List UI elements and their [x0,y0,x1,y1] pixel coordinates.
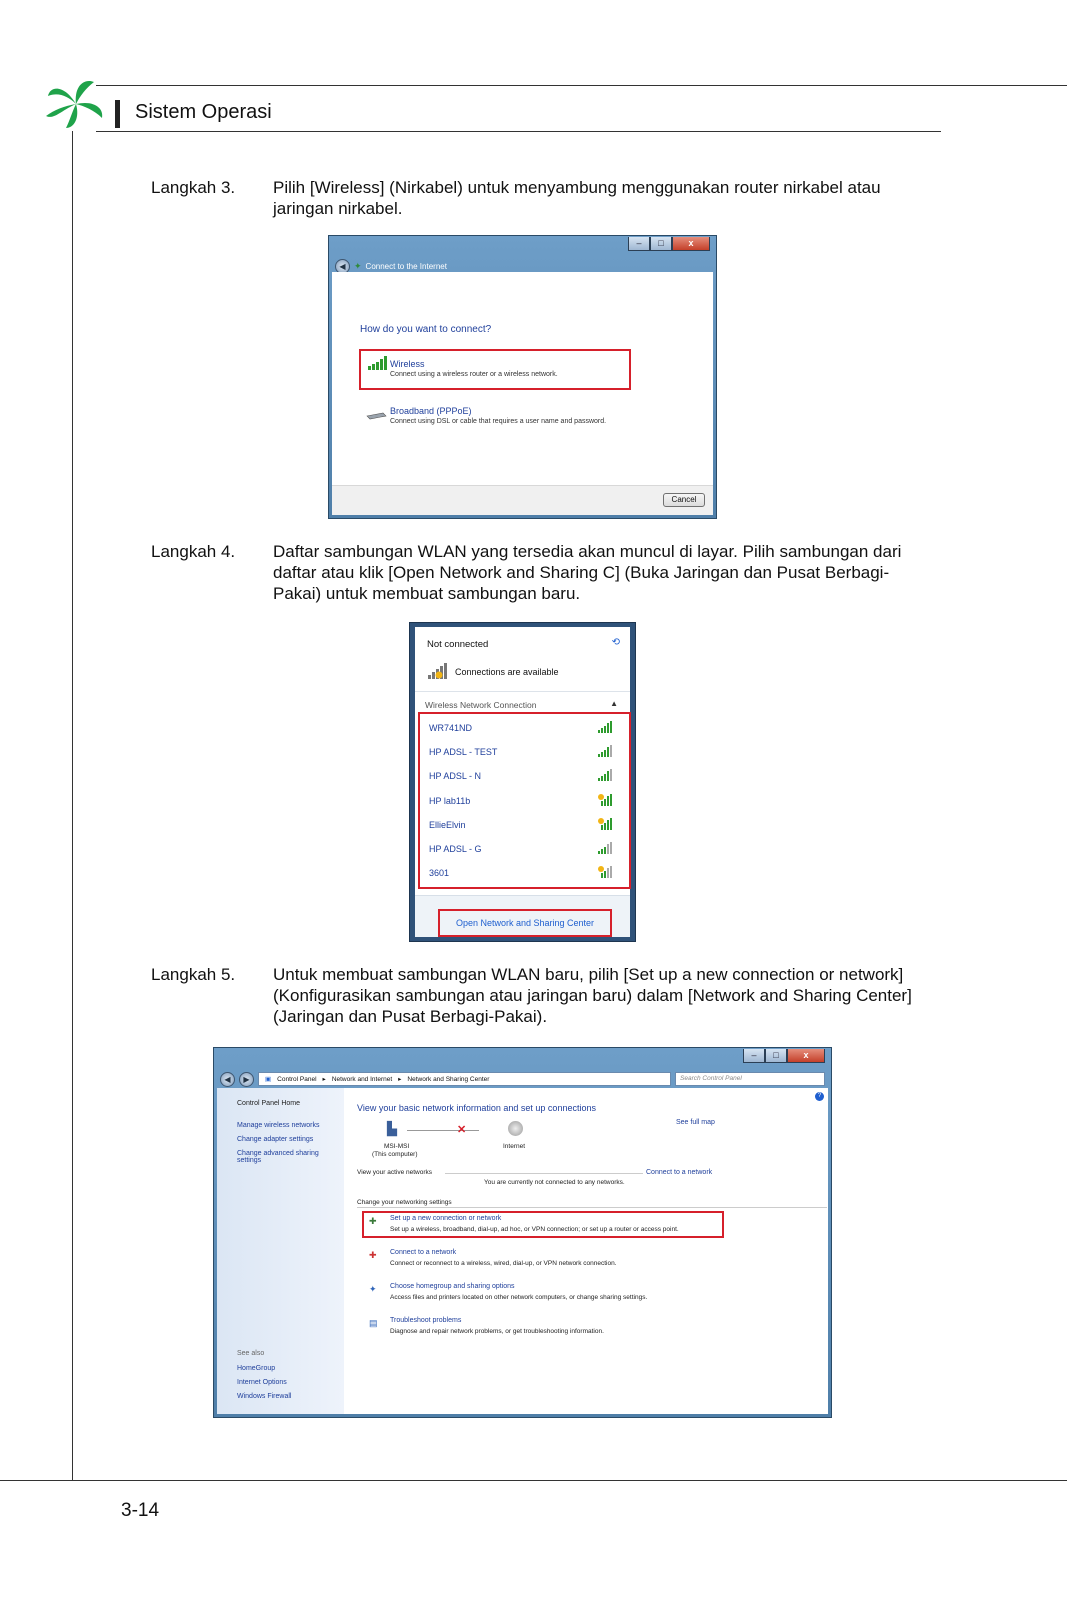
task-troubleshoot-desc: Diagnose and repair network problems, or get troubleshooting information. [390,1328,604,1335]
active-networks-label: View your active networks [357,1169,433,1176]
sidebar-item-adapter[interactable]: Change adapter settings [237,1136,314,1143]
see-also-homegroup[interactable]: HomeGroup [237,1365,276,1372]
nsc-heading: View your basic network information and set up connections [357,1103,596,1113]
header-subrule [96,131,941,132]
wlan-flyout-body [415,627,630,937]
collapse-chevron-icon[interactable]: ▲ [610,699,618,708]
open-network-center-link[interactable]: Open Network and Sharing Center [455,918,595,928]
nsc-body [217,1088,828,1414]
wireless-option[interactable]: Wireless [390,359,425,369]
back-arrow-icon[interactable]: ◀ [220,1072,235,1087]
network-item[interactable]: HP lab11b [429,796,471,806]
network-globe-icon: ✦ [354,260,362,271]
active-rule [445,1173,643,1174]
secured-signal-icon [598,794,614,806]
see-also-internet-options[interactable]: Internet Options [237,1379,287,1386]
step-text: Daftar sambungan WLAN yang tersedia akan muncul di layar. Pilih sambungan dari daftar atau klik [Open Network and Sharing C] (Buka Jaringan dan Pusat Berbagi-Pakai) untuk membuat sambungan baru. [273,542,902,603]
window-controls [628,237,710,251]
computer-icon: ▙ [387,1121,397,1136]
close-icon[interactable]: x [672,237,710,251]
wireless-available-icon [427,663,451,679]
close-icon[interactable]: x [787,1049,825,1063]
disconnected-x-icon: ✕ [457,1124,467,1136]
wireless-highlight [359,349,631,390]
signal-strength-icon [598,769,614,781]
secured-signal-icon [598,866,614,878]
change-rule [357,1207,827,1208]
breadcrumb-item[interactable]: Network and Sharing Center [407,1075,490,1083]
step-3 [151,177,913,219]
connect-network-link[interactable]: Connect to a network [646,1169,713,1176]
connection-line [407,1130,479,1131]
task-setup-desc: Set up a wireless, broadband, dial-up, ad hoc, or VPN connection; or set up a router or access point. [390,1226,679,1233]
wlan-flyout [409,622,636,942]
network-item[interactable]: HP ADSL - TEST [429,747,498,757]
search-input[interactable]: Search Control Panel [675,1072,825,1086]
not-connected-text: You are currently not connected to any networks. [484,1179,625,1186]
network-item[interactable]: HP ADSL - N [429,771,482,781]
sidebar-item-advanced-sharing[interactable]: Change advanced sharing settings [237,1150,319,1164]
secured-signal-icon [598,818,614,830]
task-setup-connection[interactable]: Set up a new connection or network [390,1215,502,1222]
step-4 [151,541,913,604]
step-5 [151,964,913,1027]
change-settings-label: Change your networking settings [357,1199,452,1206]
homegroup-icon: ✦ [369,1284,377,1294]
flyout-divider [415,691,630,692]
nsc-window [213,1047,832,1418]
control-panel-icon: ▣ [265,1076,272,1083]
wireless-section-title: Wireless Network Connection [425,700,537,710]
task-troubleshoot[interactable]: Troubleshoot problems [390,1317,462,1324]
header-bar [115,100,120,128]
connect-network-icon: ✚ [369,1250,377,1260]
forward-arrow-icon[interactable]: ▶ [239,1072,254,1087]
connect-dialog [328,235,717,519]
help-icon[interactable]: ? [815,1092,824,1101]
see-also-firewall[interactable]: Windows Firewall [237,1393,292,1400]
broadband-modem-icon [365,410,387,422]
step-label: Langkah 5. [151,965,236,984]
connections-available: Connections are available [455,667,559,677]
internet-globe-icon [508,1121,523,1136]
setup-connection-icon: ✚ [369,1216,377,1226]
maximize-icon[interactable]: □ [765,1049,787,1063]
task-homegroup[interactable]: Choose homegroup and sharing options [390,1283,515,1290]
breadcrumb-separator-icon: ▸ [322,1076,326,1083]
task-connect-desc: Connect or reconnect to a wireless, wired, dial-up, or VPN network connection. [390,1260,617,1267]
nsc-address-row [220,1069,825,1089]
refresh-icon[interactable]: ⟲ [611,637,620,648]
see-full-map-link[interactable]: See full map [676,1119,715,1126]
sidebar-item-home[interactable]: Control Panel Home [237,1100,301,1107]
step-label: Langkah 4. [151,542,236,561]
breadcrumb-separator-icon: ▸ [398,1076,402,1083]
broadband-option[interactable]: Broadband (PPPoE) [390,406,472,416]
computer-sub: (This computer) [372,1151,418,1158]
task-connect-network[interactable]: Connect to a network [390,1249,457,1256]
maximize-icon[interactable]: □ [650,237,672,251]
computer-name: MSI-MSI [384,1143,410,1150]
address-bar[interactable] [258,1072,671,1086]
minimize-icon[interactable]: – [628,237,650,251]
connection-status: Not connected [427,639,489,650]
network-item[interactable]: EllieElvin [429,820,466,830]
page-number: 3-14 [121,1500,160,1521]
dialog-body [332,272,713,515]
wireless-option-desc: Connect using a wireless router or a wireless network. [390,371,558,378]
breadcrumb-item[interactable]: Network and Internet [331,1075,393,1083]
connect-question: How do you want to connect? [360,324,492,335]
signal-bars-icon [367,356,387,370]
breadcrumb-item[interactable]: Control Panel [277,1075,317,1083]
network-item[interactable]: WR741ND [429,723,473,733]
signal-strength-icon [598,745,614,757]
header-rule [96,85,1067,86]
step-text: Untuk membuat sambungan WLAN baru, pilih [Set up a new connection or network] (Konfigurasikan sambungan atau jaringan baru) dalam [Network and Sharing Center] (Jaringan dan Pusat Berbagi-Pakai). [273,965,912,1026]
section-title: Sistem Operasi [135,101,272,123]
troubleshoot-icon: ▤ [369,1318,378,1328]
network-item[interactable]: 3601 [429,868,450,878]
broadband-option-desc: Connect using DSL or cable that requires a user name and password. [390,418,607,425]
dialog-footer [332,485,713,515]
step-label: Langkah 3. [151,178,236,197]
dialog-title: Connect to the Internet [365,261,447,271]
minimize-icon[interactable]: – [743,1049,765,1063]
signal-strength-icon [598,842,614,854]
network-item[interactable]: HP ADSL - G [429,844,482,854]
see-also-title: See also [237,1350,265,1357]
footer-rule [0,1480,1067,1481]
cancel-button[interactable]: Cancel [663,493,705,507]
signal-strength-icon [598,721,614,733]
step-text: Pilih [Wireless] (Nirkabel) untuk menyambung menggunakan router nirkabel atau jaringan nirkabel. [273,178,881,218]
window-controls [743,1049,825,1063]
sidebar-item-manage-wireless[interactable]: Manage wireless networks [237,1122,320,1129]
left-margin-rule [72,131,73,1481]
task-homegroup-desc: Access files and printers located on other network computers, or change sharing settings. [390,1294,648,1301]
internet-label: Internet [503,1143,526,1150]
back-arrow-icon[interactable]: ◀ [335,259,350,274]
